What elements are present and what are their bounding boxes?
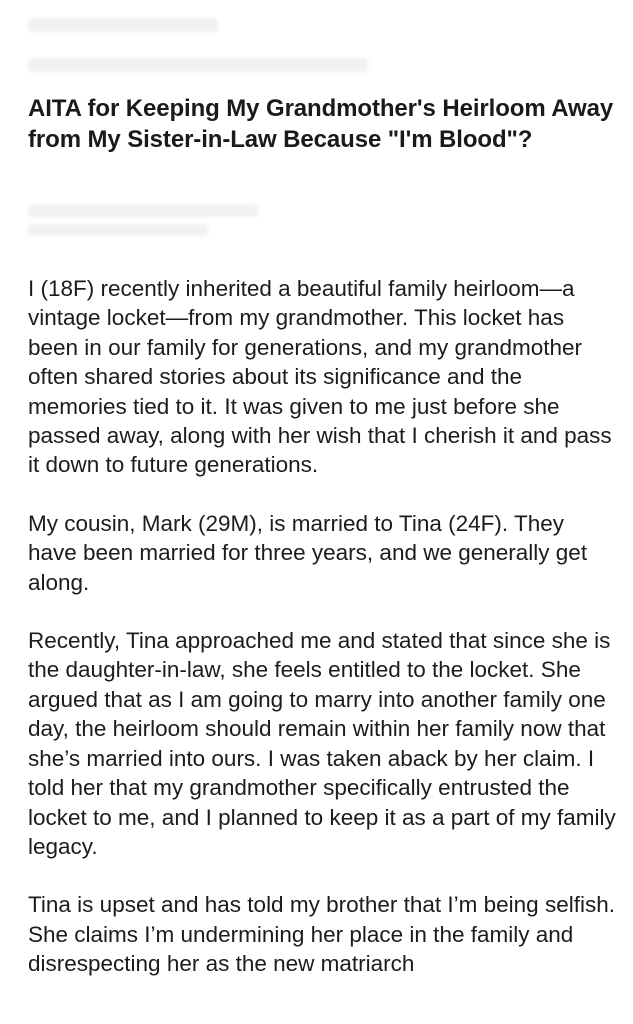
post-title: AITA for Keeping My Grandmother's Heirloom Away from My Sister-in-Law Because "I'm Blood"? (28, 95, 614, 153)
post-paragraph-2: My cousin, Mark (29M), is married to Tina (24F). They have been married for three years, and we generally get along. (28, 510, 588, 595)
post-paragraph-3: Recently, Tina approached me and stated that since she is the daughter-in-law, she feels entitled to the locket. She argued that as I am going to marry into another family one day, the heirloom should remain within her family now that she’s married into ours. I was taken aback by her claim. I told her that my grandmother specifically entrusted the locket to me, and I planned to keep it as a part of my family legacy. (28, 628, 616, 859)
blurred-meta-line (28, 224, 208, 236)
post-body (28, 274, 618, 979)
post-paragraph-1: I (18F) recently inherited a beautiful family heirloom—a vintage locket—from my grandmother. This locket has been in our family for generations, and my grandmother often shared stories about its significance and the memories tied to it. It was given to me just before she passed away, along with her wish that I cherish it and pass it down to future generations. (28, 276, 612, 478)
blurred-header-line (28, 58, 368, 72)
blurred-header-line (28, 18, 218, 32)
blurred-meta-line (28, 205, 258, 217)
post-paragraph-4: Tina is upset and has told my brother that I’m being selfish. She claims I’m undermining her place in the family and disrespecting her as the new matriarch (28, 892, 615, 977)
